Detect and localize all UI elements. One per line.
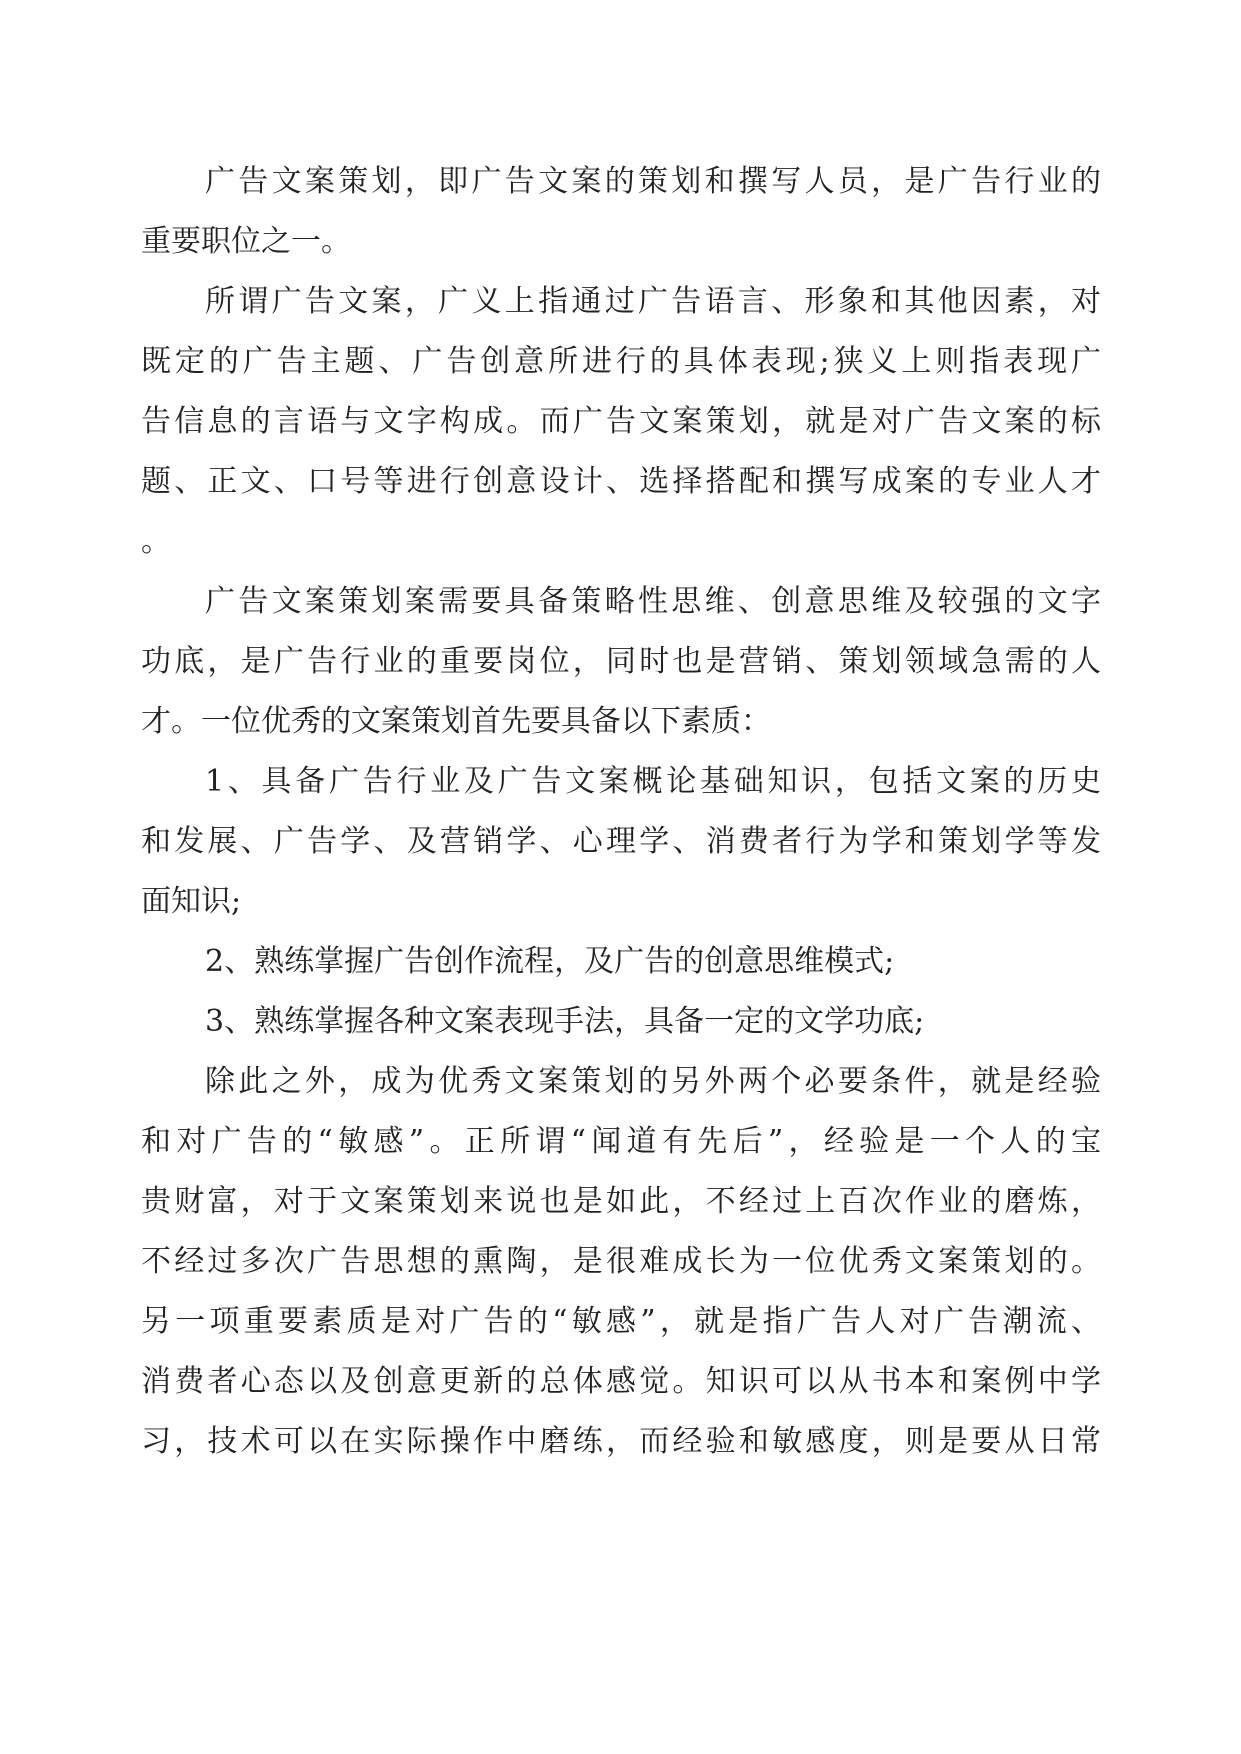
text-line: 不经过多次广告思想的熏陶，是很难成长为一位优秀文案策划的。: [141, 1244, 1101, 1279]
paragraph: [141, 932, 1101, 992]
text-line: 和发展、广告学、及营销学、心理学、消费者行为学和策划学等发: [141, 824, 1101, 859]
text-line: 。: [141, 524, 171, 559]
text-line: 3、熟练掌握各种文案表现手法，具备一定的文学功底;: [205, 1004, 925, 1039]
text-line: 所谓广告文案，广义上指通过广告语言、形象和其他因素，对: [205, 284, 1101, 319]
text-line: 既定的广告主题、广告创意所进行的具体表现;狭义上则指表现广: [141, 344, 1101, 379]
text-line: 2、熟练掌握广告创作流程，及广告的创意思维模式;: [205, 944, 895, 979]
text-line: 功底，是广告行业的重要岗位，同时也是营销、策划领域急需的人: [141, 644, 1101, 679]
text-line: 广告文案策划案需要具备策略性思维、创意思维及较强的文字: [205, 584, 1101, 619]
text-line: 面知识;: [141, 884, 242, 919]
text-line: 习，技术可以在实际操作中磨练，而经验和敏感度，则是要从日常: [141, 1424, 1101, 1459]
text-line: 才。一位优秀的文案策划首先要具备以下素质：: [141, 704, 771, 739]
text-line: 重要职位之一。: [141, 224, 351, 259]
text-line: 消费者心态以及创意更新的总体感觉。知识可以从书本和案例中学: [141, 1364, 1101, 1399]
text-line: 贵财富，对于文案策划来说也是如此，不经过上百次作业的磨炼，: [141, 1184, 1101, 1219]
text-line: 题、正文、口号等进行创意设计、选择搭配和撰写成案的专业人才: [141, 464, 1101, 499]
text-line: 另一项重要素质是对广告的“敏感”，就是指广告人对广告潮流、: [141, 1304, 1101, 1339]
text-line: 告信息的言语与文字构成。而广告文案策划，就是对广告文案的标: [141, 404, 1101, 439]
text-line: 1、具备广告行业及广告文案概论基础知识，包括文案的历史: [205, 764, 1101, 799]
paragraph: [141, 152, 1101, 272]
paragraph: [141, 572, 1101, 752]
paragraph: [141, 272, 1101, 572]
text-line: 除此之外，成为优秀文案策划的另外两个必要条件，就是经验: [205, 1064, 1101, 1099]
document-body: [141, 152, 1101, 1472]
paragraph: [141, 1052, 1101, 1472]
paragraph: [141, 752, 1101, 932]
paragraph: [141, 992, 1101, 1052]
text-line: 广告文案策划，即广告文案的策划和撰写人员，是广告行业的: [205, 164, 1101, 199]
text-line: 和对广告的“敏感”。正所谓“闻道有先后”，经验是一个人的宝: [141, 1124, 1101, 1159]
